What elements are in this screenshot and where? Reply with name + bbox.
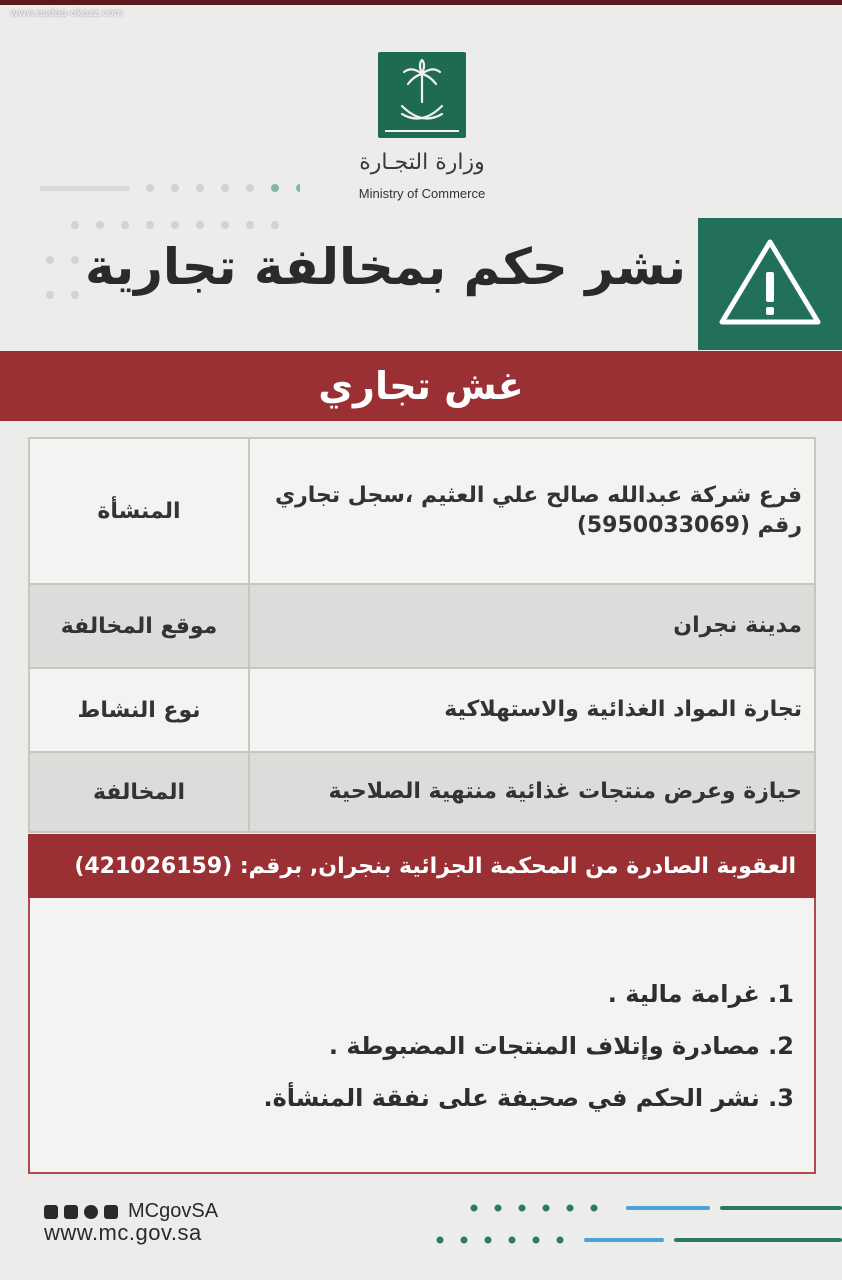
watermark: www.asdaa-okazz.com [10, 8, 124, 19]
activity-value: تجارة المواد الغذائية والاستهلاكية [249, 668, 815, 752]
commercial-register: رقم (5950033069) [576, 513, 802, 538]
table-row [29, 752, 815, 832]
violation-details-table [28, 437, 816, 833]
location-value: مدينة نجران [249, 584, 815, 668]
facebook-icon[interactable] [64, 1205, 78, 1219]
penalty-box [28, 898, 816, 1174]
warning-panel [698, 218, 842, 350]
social-handle[interactable]: MCgovSA [128, 1200, 219, 1222]
twitter-icon[interactable] [44, 1205, 58, 1219]
penalty-list [94, 968, 794, 1124]
violation-value: حيازة وعرض منتجات غذائية منتهية الصلاحية [249, 752, 815, 832]
warning-triangle-icon [698, 218, 842, 350]
website-link[interactable]: www.mc.gov.sa [44, 1220, 202, 1245]
establishment-label: المنشأة [29, 438, 249, 584]
subtitle-band [0, 351, 842, 421]
table-row [29, 668, 815, 752]
establishment-value [249, 438, 815, 584]
ministry-name-arabic: وزارة التجـارة [359, 150, 485, 175]
location-label: موقع المخالفة [29, 584, 249, 668]
page-title: نشر حكم بمخالفة تجارية [85, 238, 686, 296]
list-item: 2. مصادرة وإتلاف المنتجات المضبوطة . [328, 1032, 794, 1060]
subtitle: غش تجاري [318, 364, 524, 408]
ministry-logo [378, 52, 466, 138]
violation-label: المخالفة [29, 752, 249, 832]
establishment-name: فرع شركة عبدالله صالح علي العثيم ،سجل تجاري [274, 483, 802, 508]
decorative-dots-footer [436, 1198, 842, 1248]
youtube-icon[interactable] [104, 1205, 118, 1219]
list-item: 1. غرامة مالية . [607, 980, 794, 1008]
list-item: 3. نشر الحكم في صحيفة على نفقة المنشأة. [263, 1084, 794, 1112]
ministry-name-english: Ministry of Commerce [358, 186, 486, 201]
table-row [29, 438, 815, 584]
palm-swords-emblem-icon [378, 52, 466, 138]
penalty-header [28, 834, 816, 898]
top-strip [0, 0, 842, 5]
table-row [29, 584, 815, 668]
activity-label: نوع النشاط [29, 668, 249, 752]
instagram-icon[interactable] [84, 1205, 98, 1219]
penalty-header-text: العقوبة الصادرة من المحكمة الجزائية بنجران, برقم: (421026159) [74, 853, 796, 879]
